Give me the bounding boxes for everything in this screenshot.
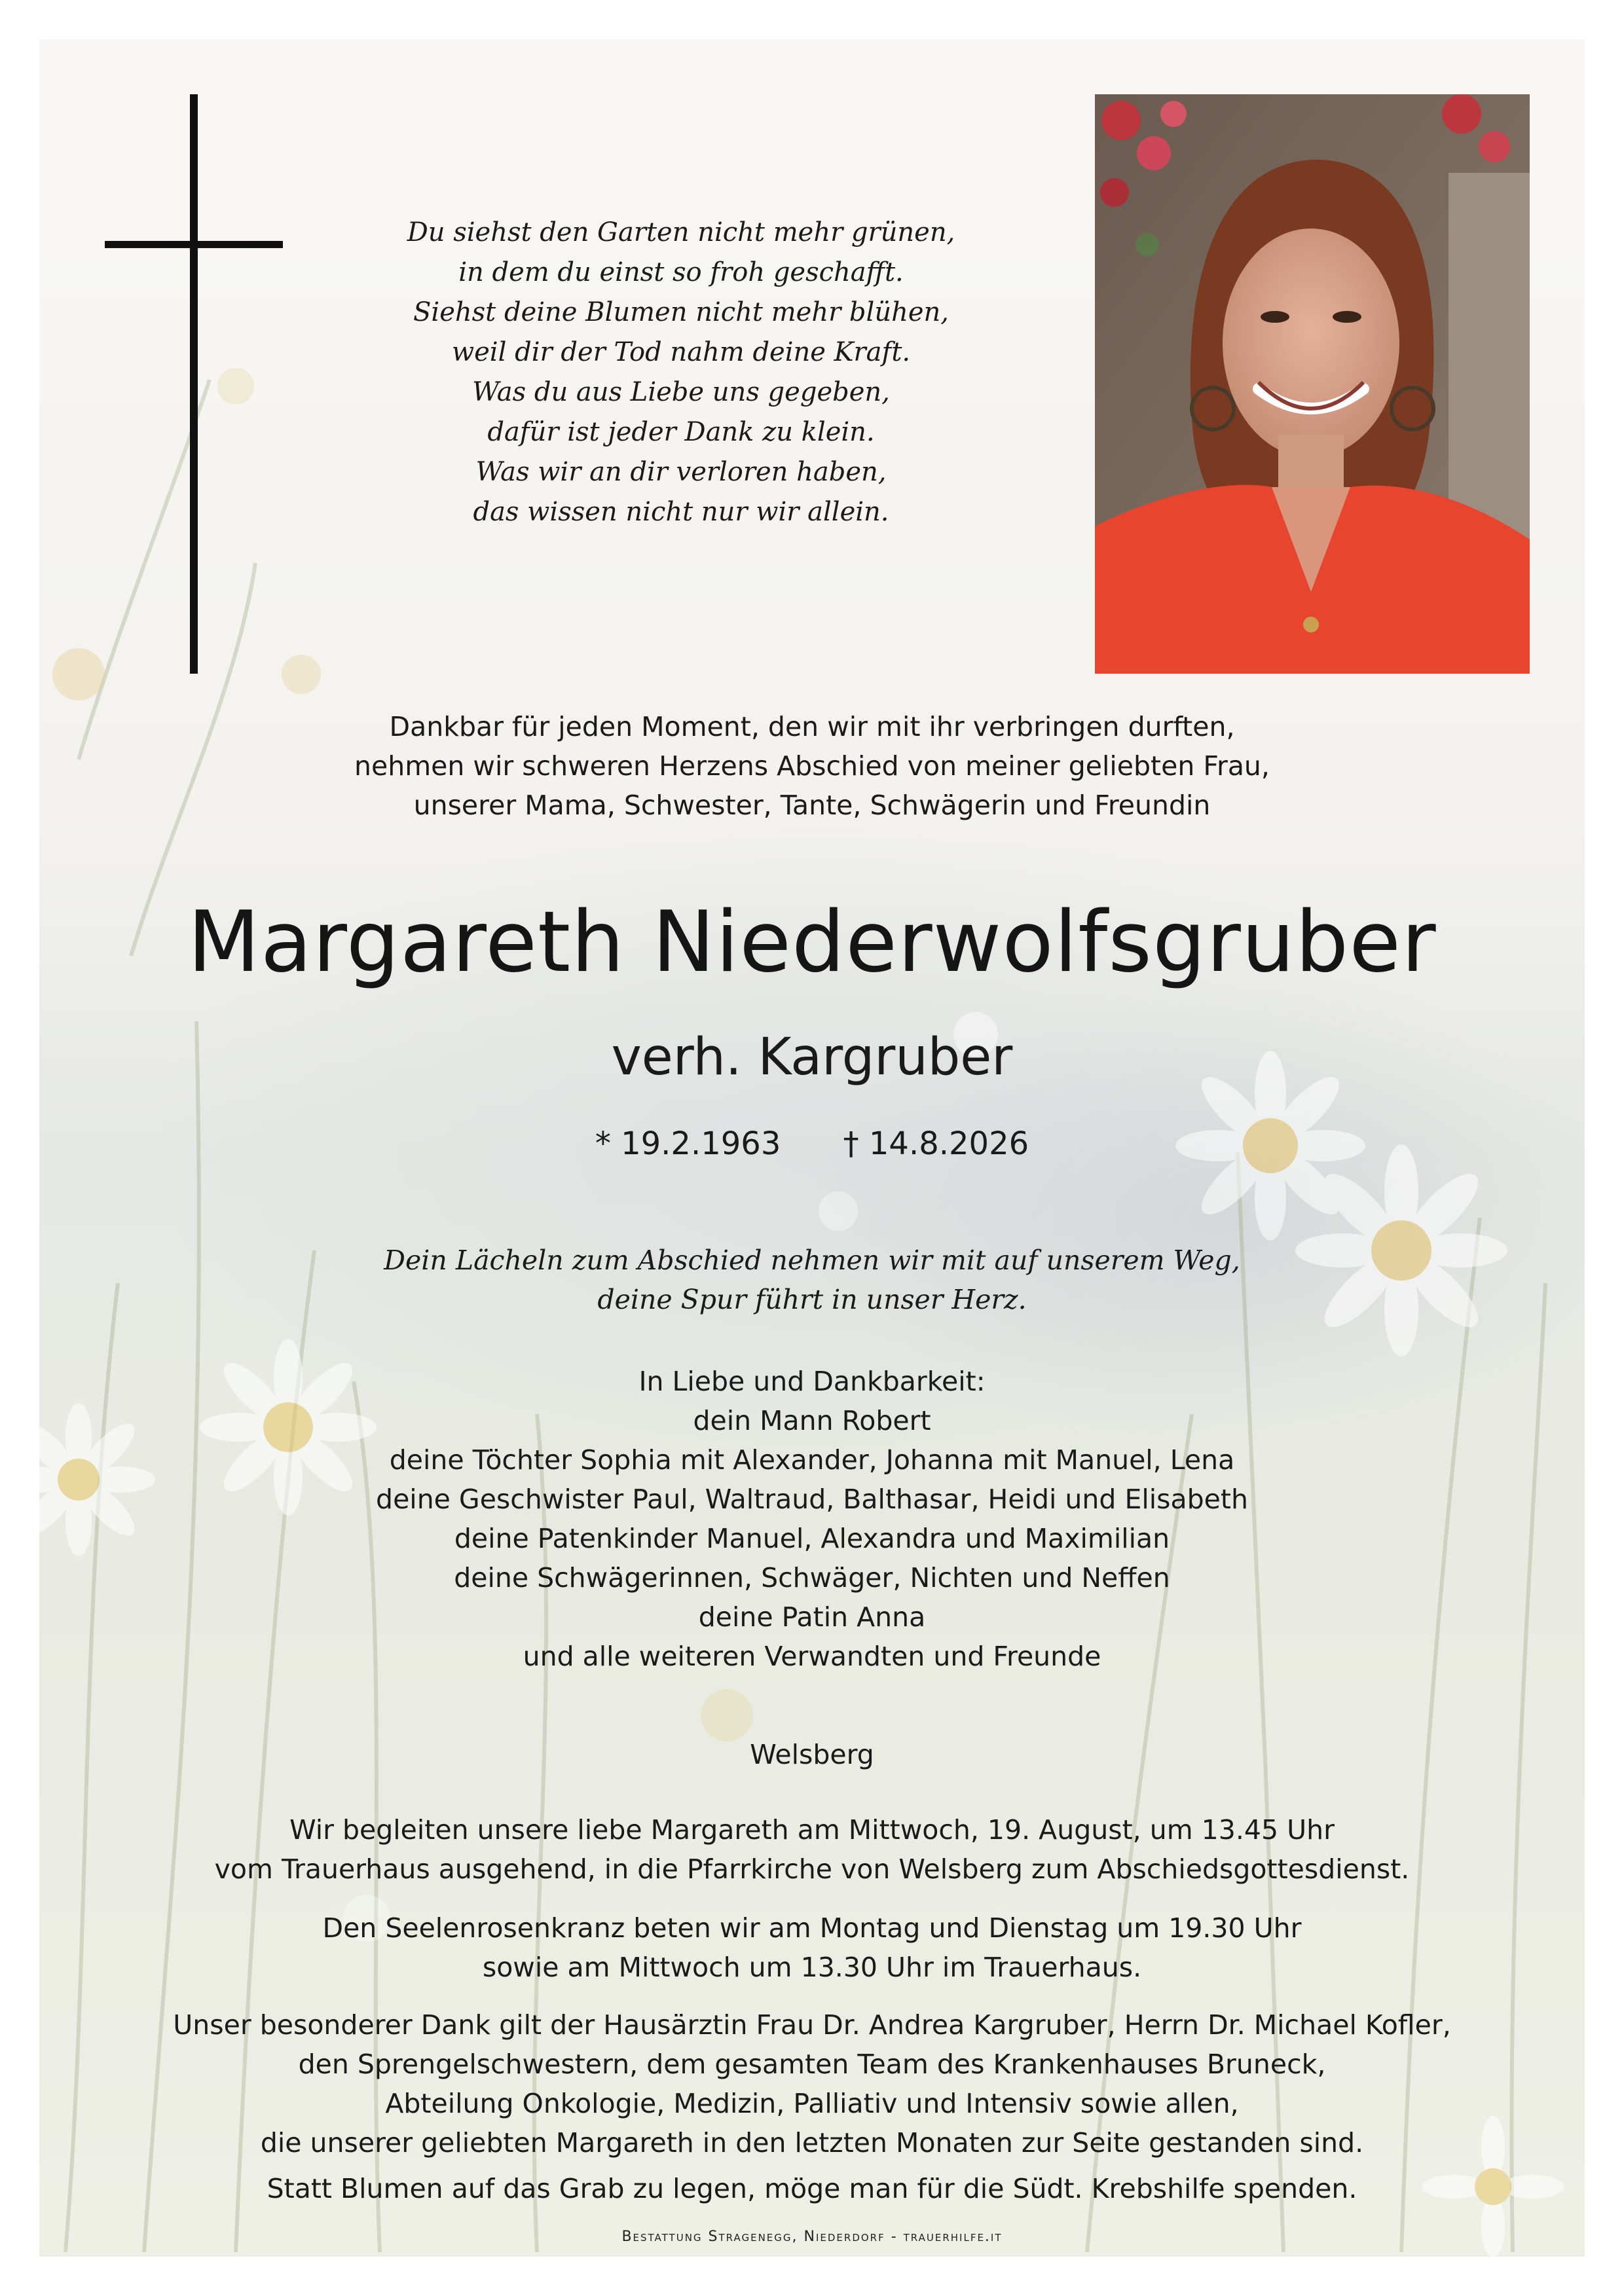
thanks-line: Abteilung Onkologie, Medizin, Palliativ und Intensiv sowie allen, (385, 2088, 1239, 2119)
quote-line: Dein Lächeln zum Abschied nehmen wir mit auf unserem Weg, (384, 1245, 1240, 1276)
mourner-line: deine Patenkinder Manuel, Alexandra und Maximilian (454, 1523, 1170, 1554)
cross-vertical-bar (190, 94, 198, 674)
poem-line: weil dir der Tod nahm deine Kraft. (451, 337, 911, 367)
intro-line: Dankbar für jeden Moment, den wir mit ihr verbringen durften, (389, 711, 1235, 742)
thanks-line: den Sprengelschwestern, dem gesamten Team des Krankenhauses Bruneck, (298, 2049, 1326, 2080)
funeral-line: vom Trauerhaus ausgehend, in die Pfarrkirche von Welsberg zum Abschiedsgottesdienst. (214, 1853, 1410, 1885)
cross-horizontal-bar (105, 241, 283, 248)
footer-credit: Bestattung Stragenegg, Niederdorf - trauerhilfe.it (621, 2229, 1003, 2245)
mourner-line: deine Patin Anna (698, 1601, 926, 1633)
poem-line: in dem du einst so froh geschafft. (458, 257, 904, 287)
farewell-quote (39, 1241, 1585, 1319)
deceased-name: Margareth Niederwolfsgruber (187, 894, 1437, 991)
portrait-image (1095, 94, 1530, 674)
obituary-page (39, 39, 1585, 2257)
mourner-line: deine Schwägerinnen, Schwäger, Nichten und Neffen (454, 1562, 1170, 1594)
death-date: † 14.8.2026 (843, 1125, 1029, 1162)
quote-line: deine Spur führt in unser Herz. (597, 1284, 1027, 1315)
birth-date: * 19.2.1963 (595, 1125, 781, 1162)
thanks-line: die unserer geliebten Margareth in den letzten Monaten zur Seite gestanden sind. (260, 2127, 1364, 2159)
mourner-line: deine Geschwister Paul, Waltraud, Balthasar, Heidi und Elisabeth (376, 1484, 1248, 1515)
rosary-line: sowie am Mittwoch um 13.30 Uhr im Trauerhaus. (482, 1952, 1142, 1983)
place-name: Welsberg (750, 1739, 874, 1770)
intro-line: unserer Mama, Schwester, Tante, Schwägerin und Freundin (413, 790, 1211, 821)
mourner-line: dein Mann Robert (693, 1405, 931, 1436)
poem (288, 213, 1074, 532)
mourner-line: und alle weiteren Verwandten und Freunde (523, 1641, 1101, 1672)
funeral-line: Wir begleiten unsere liebe Margareth am Mittwoch, 19. August, um 13.45 Uhr (289, 1814, 1335, 1846)
thanks-line: Unser besonderer Dank gilt der Hausärztin Frau Dr. Andrea Kargruber, Herrn Dr. Michael Kofler, (173, 2009, 1451, 2041)
intro-line: nehmen wir schweren Herzens Abschied von meiner geliebten Frau, (354, 750, 1270, 782)
poem-line: dafür ist jeder Dank zu klein. (487, 417, 875, 447)
poem-line: Was wir an dir verloren haben, (475, 457, 887, 487)
funeral-info (39, 1810, 1585, 1889)
thanks-line: Statt Blumen auf das Grab zu legen, möge man für die Südt. Krebshilfe spenden. (267, 2173, 1357, 2204)
intro-text (39, 707, 1585, 825)
poem-line: das wissen nicht nur wir allein. (473, 497, 889, 527)
life-dates (39, 1121, 1585, 1167)
poem-line: Siehst deine Blumen nicht mehr blühen, (413, 297, 949, 327)
poem-line: Was du aus Liebe uns gegeben, (472, 377, 890, 407)
rosary-line: Den Seelenrosenkranz beten wir am Montag und Dienstag um 19.30 Uhr (322, 1912, 1302, 1944)
mourner-line: deine Töchter Sophia mit Alexander, Johanna mit Manuel, Lena (389, 1444, 1235, 1476)
thanks-text (39, 2005, 1585, 2208)
poem-line: Du siehst den Garten nicht mehr grünen, (407, 217, 955, 247)
mourner-line: In Liebe und Dankbarkeit: (638, 1366, 986, 1397)
married-name: verh. Kargruber (611, 1028, 1013, 1087)
mourners-list (39, 1362, 1585, 1676)
rosary-info (39, 1908, 1585, 1987)
portrait-photo (1095, 94, 1530, 674)
